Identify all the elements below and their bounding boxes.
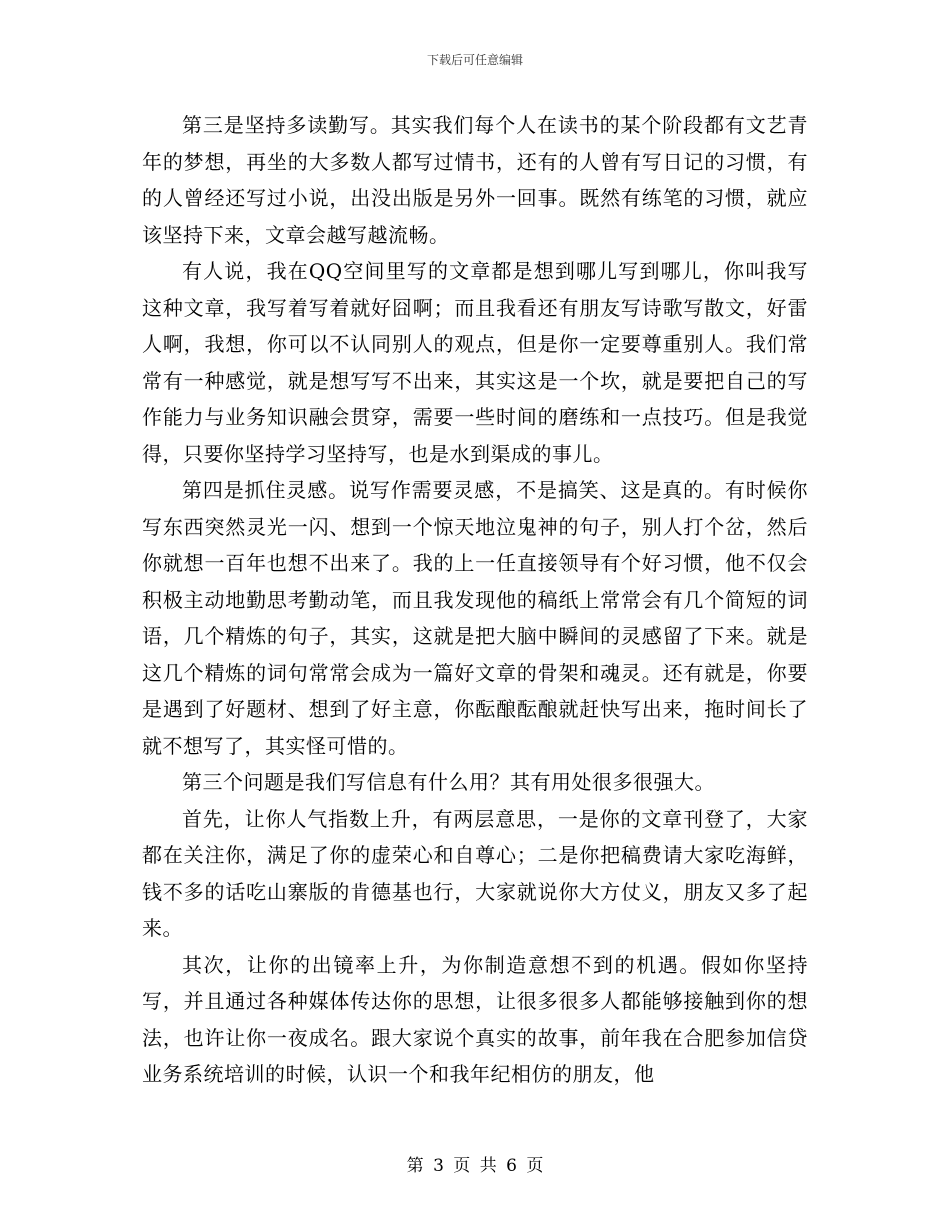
document-body <box>142 107 808 1093</box>
paragraph-1: 第三是坚持多读勤写。其实我们每个人在读书的某个阶段都有文艺青年的梦想，再坐的大多数人都写过情书，还有的人曾有写日记的习惯，有的人曾经还写过小说，出没出版是另外一回事。既然有练笔的习惯，就应该坚持下来，文章会越写越流畅。 <box>142 113 808 247</box>
paragraph-5: 首先，让你人气指数上升，有两层意思，一是你的文章刊登了，大家都在关注你，满足了你的虚荣心和自尊心；二是你把稿费请大家吃海鲜，钱不多的话吃山寨版的肯德基也行，大家就说你大方仗义，朋友又多了起来。 <box>142 806 808 940</box>
paragraph-3: 第四是抓住灵感。说写作需要灵感，不是搞笑、这是真的。有时候你写东西突然灵光一闪、想到一个惊天地泣鬼神的句子，别人打个岔，然后你就想一百年也想不出来了。我的上一任直接领导有个好习惯，他不仅会积极主动地勤思考勤动笔，而且我发现他的稿纸上常常会有几个简短的词语，几个精炼的句子，其实，这就是把大脑中瞬间的灵感留了下来。就是这几个精炼的词句常常会成为一篇好文章的骨架和魂灵。还有就是，你要是遇到了好题材、想到了好主意，你酝酿酝酿就赶快写出来，拖时间长了就不想写了，其实怪可惜的。 <box>142 478 808 758</box>
page-footer: 第 3 页 共 6 页 <box>406 1156 544 1176</box>
paragraph-2: 有人说，我在QQ空间里写的文章都是想到哪儿写到哪儿，你叫我写这种文章，我写着写着就好囧啊；而且我看还有朋友写诗歌写散文，好雷人啊，我想，你可以不认同别人的观点，但是你一定要尊重别人。我们常常有一种感觉，就是想写写不出来，其实这是一个坎，就是要把自己的写作能力与业务知识融会贯穿，需要一些时间的磨练和一点技巧。但是我觉得，只要你坚持学习坚持写，也是水到渠成的事儿。 <box>142 259 808 466</box>
paragraph-4: 第三个问题是我们写信息有什么用？其有用处很多很强大。 <box>182 770 715 794</box>
page-header: 下载后可任意编辑 <box>426 53 523 67</box>
paragraph-6: 其次，让你的出镜率上升，为你制造意想不到的机遇。假如你坚持写，并且通过各种媒体传达你的思想，让很多很多人都能够接触到你的想法，也许让你一夜成名。跟大家说个真实的故事，前年我在合肥参加信贷业务系统培训的时候，认识一个和我年纪相仿的朋友，他 <box>142 952 808 1086</box>
